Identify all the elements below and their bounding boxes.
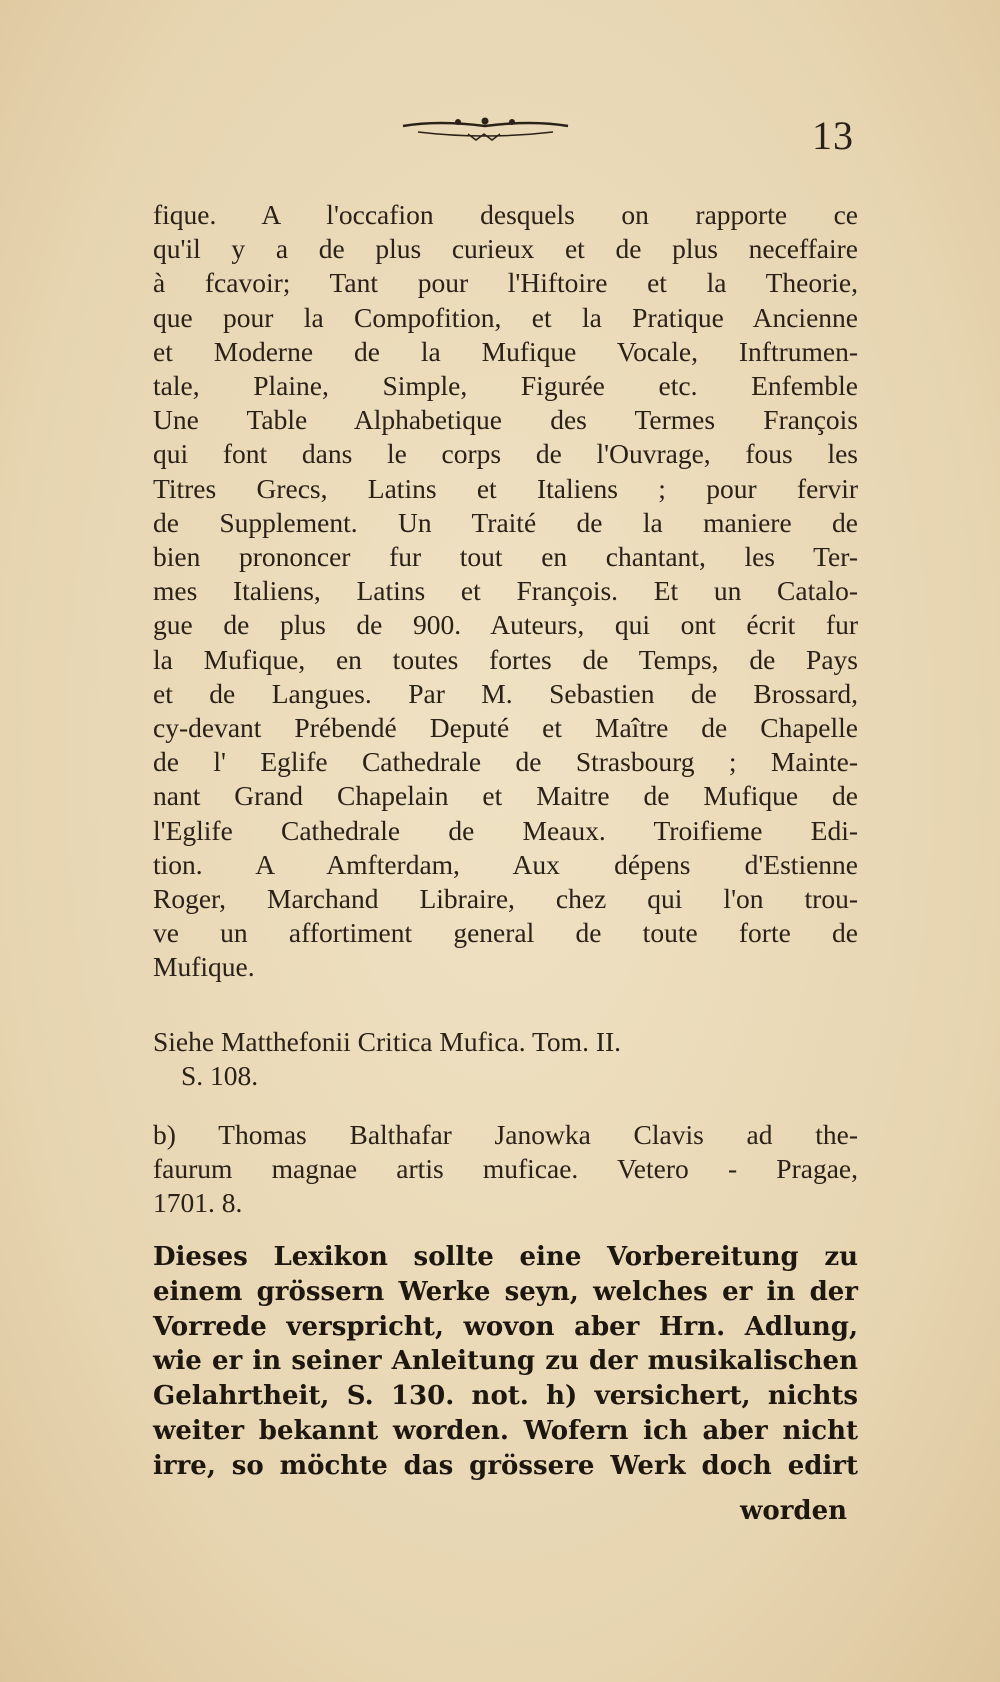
text-line: Vorrede verspricht, wovon aber Hrn. Adlung, [153,1311,858,1342]
text-line: einem grössern Werke seyn, welches er in der [153,1276,858,1307]
german-paragraph [153,1240,858,1484]
text-line: à fcavoir; Tant pour l'Hiftoire et la Theorie, [153,267,858,299]
text-line: cy-devant Prébendé Deputé et Maître de Chapelle [153,712,858,744]
text-line: 1701. 8. [153,1187,243,1219]
text-line: gue de plus de 900. Auteurs, qui ont écrit fur [153,609,858,641]
text-line: tale, Plaine, Simple, Figurée etc. Enfemble [153,370,858,402]
text-line: faurum magnae artis muficae. Vetero - Pragae, [153,1153,858,1185]
text-line: bien prononcer fur tout en chantant, les Ter- [153,541,858,573]
text-line: wie er in seiner Anleitung zu der musikalischen [153,1346,858,1377]
text-line: b) Thomas Balthafar Janowka Clavis ad the- [153,1119,858,1150]
text-line: Mufique. [153,951,255,983]
text-line: nant Grand Chapelain et Maitre de Mufique de [153,780,858,812]
text-line: weiter bekannt worden. Wofern ich aber nicht [153,1415,858,1446]
text-line: ve un affortiment general de toute forte de [153,917,858,949]
text-line: et de Langues. Par M. Sebastien de Brossard, [153,677,858,709]
text-line: Siehe Matthefonii Critica Mufica. Tom. II. [153,1026,622,1057]
page-number: 13 [812,113,854,158]
text-line: l'Eglife Cathedrale de Meaux. Troifieme Edi- [153,814,858,846]
text-line: la Mufique, en toutes fortes de Temps, de Pays [153,643,858,675]
catchword: worden [740,1496,848,1526]
text-line: mes Italiens, Latins et François. Et un Catalo- [153,575,858,607]
text-line: qu'il y a de plus curieux et de plus neceffaire [153,233,858,265]
text-line: Une Table Alphabetique des Termes François [153,404,858,436]
text-line: fique. A l'occafion desquels on rapporte ce [153,199,858,230]
printer-ornament-icon [398,112,573,148]
footnote-b [153,1118,858,1221]
text-line: irre, so möchte das grössere Werk doch edirt [153,1450,858,1481]
text-line: Gelahrtheit, S. 130. not. h) versichert, nichts [153,1381,858,1412]
text-line: Titres Grecs, Latins et Italiens ; pour fervir [153,472,858,504]
text-line: Dieses Lexikon sollte eine Vorbereitung zu [153,1242,858,1272]
bibliographic-entry [153,198,858,985]
reference-note [153,1025,858,1093]
text-line: de Supplement. Un Traité de la maniere de [153,506,858,538]
text-line: tion. A Amfterdam, Aux dépens d'Estienne [153,848,858,880]
text-line: que pour la Compofition, et la Pratique Ancienne [153,301,858,333]
text-line: de l' Eglife Cathedrale de Strasbourg ; Mainte- [153,746,858,778]
text-line: Roger, Marchand Libraire, chez qui l'on trou- [153,883,858,915]
text-line: et Moderne de la Mufique Vocale, Inftrumen- [153,335,858,367]
text-line: S. 108. [181,1060,259,1092]
text-line: qui font dans le corps de l'Ouvrage, fous les [153,438,858,470]
